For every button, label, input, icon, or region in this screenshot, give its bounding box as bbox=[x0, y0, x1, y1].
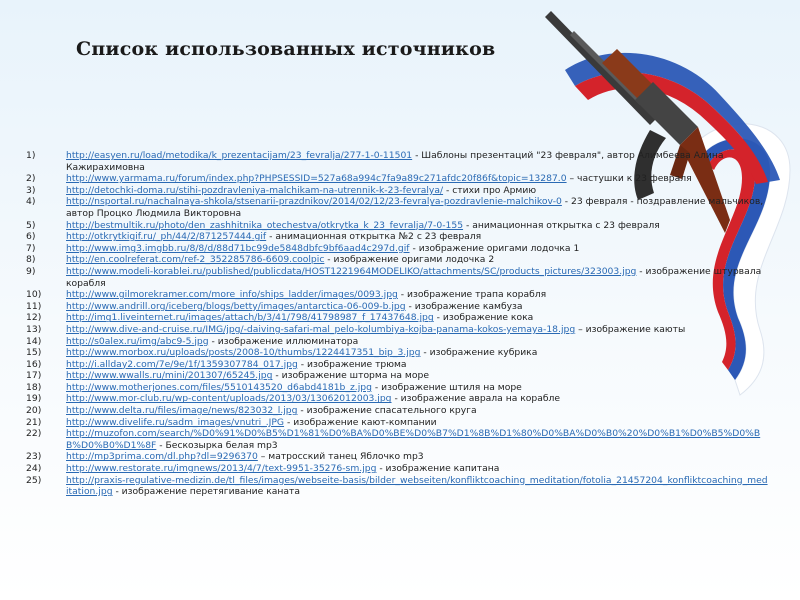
list-item-number: 12) bbox=[26, 312, 42, 324]
list-item bbox=[26, 243, 770, 255]
source-description: - изображение трюма bbox=[297, 358, 407, 370]
source-description: - изображение аврала на корабле bbox=[391, 393, 561, 405]
source-description: - изображение кока bbox=[433, 312, 534, 324]
source-link[interactable]: http://www.img3.imgbb.ru/8/8/d/88d71bc99de5848dbfc9bf6aad4c297d.gif bbox=[66, 242, 410, 254]
list-item-number: 1) bbox=[26, 150, 36, 161]
source-description: - изображение шторма на море bbox=[272, 370, 429, 382]
list-item-number: 7) bbox=[26, 242, 36, 254]
list-item-number: 14) bbox=[26, 335, 42, 347]
list-item-number: 20) bbox=[26, 405, 42, 417]
list-item bbox=[26, 347, 770, 359]
list-item bbox=[26, 393, 770, 405]
source-description: - изображение оригами лодочка 1 bbox=[409, 242, 580, 254]
list-item bbox=[26, 266, 770, 289]
list-item-number: 8) bbox=[26, 254, 36, 266]
list-item bbox=[26, 173, 770, 185]
source-description: - изображение трапа корабля bbox=[397, 289, 547, 301]
list-item-number: 2) bbox=[26, 173, 36, 185]
list-item bbox=[26, 451, 770, 463]
list-item bbox=[26, 428, 770, 451]
source-link[interactable]: http://praxis-regulative-medizin.de/tl_files/images/webseite-basis/bilder_webseiten/konfliktcoaching_meditation/fotolia_21457204_konfliktcoaching_meditation.jpg bbox=[66, 474, 768, 498]
list-item bbox=[26, 231, 770, 243]
source-link[interactable]: http://www.andrill.org/iceberg/blogs/betty/images/antarctica-06-009-b.jpg bbox=[66, 300, 406, 312]
source-description: - анимационная открытка с 23 февраля bbox=[463, 219, 660, 231]
source-link[interactable]: http://otkrytkigif.ru/_ph/44/2/871257444.gif bbox=[66, 231, 267, 243]
list-item bbox=[26, 254, 770, 266]
list-item-number: 6) bbox=[26, 231, 36, 243]
list-item bbox=[26, 185, 770, 197]
source-description: - изображение перетягивание каната bbox=[112, 486, 300, 498]
list-item-number: 18) bbox=[26, 381, 42, 393]
list-item bbox=[26, 417, 770, 429]
source-link[interactable]: http://www.mor-club.ru/wp-content/uploads/2013/03/13062012003.jpg bbox=[66, 393, 392, 405]
source-link[interactable]: http://www.restorate.ru/imgnews/2013/4/7/text-9951-35276-sm.jpg bbox=[66, 463, 377, 475]
list-item bbox=[26, 196, 770, 219]
source-link[interactable]: http://en.coolreferat.com/ref-2_352285786-6609.coolpic bbox=[66, 254, 325, 266]
list-item bbox=[26, 370, 770, 382]
source-description: - изображение штурвала корабля bbox=[66, 265, 762, 289]
list-item bbox=[26, 289, 770, 301]
list-item-number: 17) bbox=[26, 370, 42, 382]
list-item bbox=[26, 301, 770, 313]
source-description: - изображение камбуза bbox=[405, 300, 523, 312]
source-link[interactable]: http://nsportal.ru/nachalnaya-shkola/stsenarii-prazdnikov/2014/02/12/23-fevralya-pozdravlenie-malchikov-0 bbox=[66, 196, 562, 208]
list-item bbox=[26, 220, 770, 232]
list-item bbox=[26, 150, 770, 173]
source-link[interactable]: http://www.wwalls.ru/mini/201307/65245.jpg bbox=[66, 370, 273, 382]
list-item-number: 16) bbox=[26, 358, 42, 370]
list-item bbox=[26, 336, 770, 348]
source-link[interactable]: http://mp3prima.com/dl.php?dl=9296370 bbox=[66, 451, 258, 463]
source-description: - изображение оригами лодочка 2 bbox=[324, 254, 495, 266]
source-description: - изображение капитана bbox=[376, 463, 500, 475]
source-link[interactable]: http://www.dive-and-cruise.ru/IMG/jpg/-daiving-safari-mal_pelo-kolumbiya-kojba-panama-kokos-yemaya-18.jpg bbox=[66, 323, 576, 335]
source-link[interactable]: http://easyen.ru/load/metodika/k_prezentacijam/23_fevralja/277-1-0-11501 bbox=[66, 150, 413, 161]
source-link[interactable]: http://i.allday2.com/7e/9e/1f/1359307784_017.jpg bbox=[66, 358, 298, 370]
source-description: – изображение каюты bbox=[575, 323, 686, 335]
source-description: – матросский танец Яблочко mp3 bbox=[257, 451, 424, 463]
list-item bbox=[26, 312, 770, 324]
list-item-number: 10) bbox=[26, 289, 42, 301]
source-link[interactable]: http://img1.liveinternet.ru/images/attach/b/3/41/798/41798987_f_17437648.jpg bbox=[66, 312, 434, 324]
list-item-number: 3) bbox=[26, 184, 36, 196]
source-link[interactable]: http://www.yarmama.ru/forum/index.php?PHPSESSID=527a68a994c7fa9a89c271afdc20f86f&topic=13287.0 bbox=[66, 173, 567, 185]
list-item bbox=[26, 359, 770, 371]
list-item bbox=[26, 463, 770, 475]
source-link[interactable]: http://bestmultik.ru/photo/den_zashhitnika_otechestva/otkrytka_k_23_fevralja/7-0-155 bbox=[66, 219, 464, 231]
source-link[interactable]: http://www.motherjones.com/files/5510143520_d6abd4181b_z.jpg bbox=[66, 381, 372, 393]
list-item bbox=[26, 405, 770, 417]
list-item-number: 25) bbox=[26, 474, 42, 486]
list-item-number: 22) bbox=[26, 428, 42, 440]
source-link[interactable]: http://detochki-doma.ru/stihi-pozdravleniya-malchikam-na-utrennik-k-23-fevralya/ bbox=[66, 184, 444, 196]
source-description: - Бескозырка белая mp3 bbox=[156, 439, 278, 451]
source-link[interactable]: http://www.divelife.ru/sadm_images/vnutri_.JPG bbox=[66, 416, 285, 428]
source-link[interactable]: http://www.modeli-korablei.ru/published/publicdata/HOST1221964MODELIKO/attachments/SC/products_pictures/323003.jpg bbox=[66, 265, 637, 277]
source-description: - изображение кубрика bbox=[420, 347, 538, 359]
source-description: - изображение штиля на море bbox=[371, 381, 522, 393]
source-link[interactable]: http://www.morbox.ru/uploads/posts/2008-10/thumbs/1224417351_bip_3.jpg bbox=[66, 347, 421, 359]
source-description: - анимационная открытка №2 с 23 февраля bbox=[266, 231, 482, 243]
list-item-number: 19) bbox=[26, 393, 42, 405]
source-link[interactable]: http://www.gilmorekramer.com/more_info/ships_ladder/images/0093.jpg bbox=[66, 289, 398, 301]
rifle-barrel bbox=[545, 11, 656, 125]
list-item-number: 15) bbox=[26, 347, 42, 359]
list-item-number: 11) bbox=[26, 300, 42, 312]
list-item-number: 23) bbox=[26, 451, 42, 463]
source-description: - изображение иллюминатора bbox=[208, 335, 359, 347]
list-item-number: 24) bbox=[26, 463, 42, 475]
list-item-number: 21) bbox=[26, 416, 42, 428]
sources-list bbox=[26, 150, 770, 498]
list-item-number: 4) bbox=[26, 196, 36, 208]
page-title: Список использованных источников bbox=[76, 38, 496, 60]
list-item bbox=[26, 382, 770, 394]
list-item-number: 13) bbox=[26, 323, 42, 335]
source-link[interactable]: http://www.delta.ru/files/image/news/823032_l.jpg bbox=[66, 405, 298, 417]
source-description: - Шаблоны презентаций "23 февраля", автор Алимбеева Алина Кажирахимовна bbox=[66, 150, 724, 173]
source-link[interactable]: http://s0alex.ru/img/abc9-5.jpg bbox=[66, 335, 209, 347]
source-description: - стихи про Армию bbox=[443, 184, 537, 196]
list-item bbox=[26, 324, 770, 336]
source-description: – частушки к 23 февраля bbox=[566, 173, 692, 185]
source-description: - изображение кают-компании bbox=[284, 416, 437, 428]
source-link[interactable]: http://muzofon.com/search/%D0%91%D0%B5%D1%81%D0%BA%D0%BE%D0%B7%D1%8B%D1%80%D0%BA%D0%B0%20%D0%B1%D0%B5%D0%BB%D0%B0%D1%8F bbox=[66, 428, 761, 451]
source-description: - изображение спасательного круга bbox=[297, 405, 477, 417]
list-item-number: 5) bbox=[26, 219, 36, 231]
list-item-number: 9) bbox=[26, 265, 36, 277]
source-description: - 23 февраля - поздравление мальчиков, автор Процко Людмила Викторовна bbox=[66, 196, 764, 219]
list-item bbox=[26, 475, 770, 498]
